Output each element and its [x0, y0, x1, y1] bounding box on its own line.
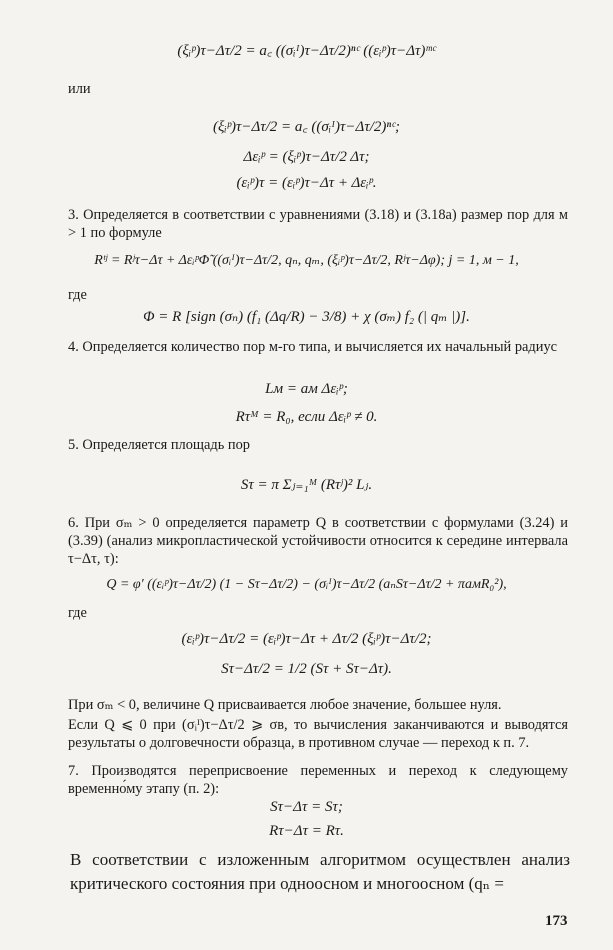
paragraph-6b: При σₘ < 0, величине Q присваивается любое значение, большее нуля. — [68, 697, 502, 713]
paragraph-7: 7. Производятся переприсвоение переменных и переход к следующему временно́му этапу (п. 2): — [68, 763, 568, 797]
paragraph-6c: Если Q ⩽ 0 при (σᵢᴵ)τ−Δτ/2 ⩾ σв, то вычисления заканчиваются и выводятся результаты о долговечности образца, в противном случае — переход к п. 7. — [68, 717, 568, 751]
equation-11: (εᵢᵖ)τ−Δτ/2 = (εᵢᵖ)τ−Δτ + Δτ/2 (ξᵢᵖ)τ−Δτ/2; — [181, 631, 432, 647]
paragraph-5: 5. Определяется площадь пор — [68, 437, 250, 453]
paragraph-final: В соответствии с изложенным алгоритмом осуществлен анализ критического состояния при одноосном и многоосном (qₙ = — [70, 850, 570, 893]
equation-14: Rτ−Δτ = Rτ. — [269, 823, 344, 839]
text-gde-2: где — [68, 605, 87, 621]
equation-12: Sτ−Δτ/2 = 1/2 (Sτ + Sτ−Δτ). — [221, 661, 392, 677]
equation-10: Q = φ′ ((εᵢᵖ)τ−Δτ/2) (1 − Sτ−Δτ/2) − (σᵢᴵ)τ−Δτ/2 (aₙSτ−Δτ/2 + πaмR₀²), — [106, 577, 507, 592]
equation-6: Φ = R [sign (σₙ) (f₁ (Δq/R) − 3/8) + χ (σₘ) f₂ (| qₘ |)]. — [143, 309, 470, 325]
equation-9: Sτ = π Σⱼ₌₁ᴹ (Rτʲ)² Lⱼ. — [240, 477, 373, 493]
equation-1: (ξᵢᵖ)τ−Δτ/2 = a꜀ ((σᵢᴵ)τ−Δτ/2)ⁿᶜ ((εᵢᵖ)τ−Δτ)ᵐᶜ — [177, 43, 436, 59]
paragraph-6: 6. При σₘ > 0 определяется параметр Q в соответствии с формулами (3.24) и (3.39) (анализ микропластической устойчивости относится к середине интервала τ−Δτ, τ): — [68, 515, 568, 567]
equation-8: Rτᴹ = R₀, если Δεᵢᵖ ≠ 0. — [235, 409, 378, 425]
equation-5: Rᵗʲ = Rʲτ−Δτ + ΔεᵢᵖΦ̃ ((σᵢᴵ)τ−Δτ/2, qₙ, qₘ, (ξᵢᵖ)τ−Δτ/2, Rʲτ−Δφ); j = 1, м − 1, — [94, 253, 519, 268]
text-gde-1: где — [68, 287, 87, 303]
paragraph-4: 4. Определяется количество пор м-го типа, и вычисляется их начальный радиус — [68, 339, 558, 355]
text-ili: или — [68, 81, 91, 97]
equation-3: Δεᵢᵖ = (ξᵢᵖ)τ−Δτ/2 Δτ; — [243, 149, 370, 165]
equation-13: Sτ−Δτ = Sτ; — [270, 799, 343, 815]
equation-7: Lм = aм Δεᵢᵖ; — [265, 381, 348, 397]
equation-2: (ξᵢᵖ)τ−Δτ/2 = a꜀ ((σᵢᴵ)τ−Δτ/2)ⁿᶜ; — [212, 119, 401, 135]
page-number: 173 — [545, 913, 568, 929]
equation-4: (εᵢᵖ)τ = (εᵢᵖ)τ−Δτ + Δεᵢᵖ. — [236, 175, 377, 191]
paragraph-3: 3. Определяется в соответствии с уравнениями (3.18) и (3.18а) размер пор для м > 1 по формуле — [68, 207, 568, 241]
